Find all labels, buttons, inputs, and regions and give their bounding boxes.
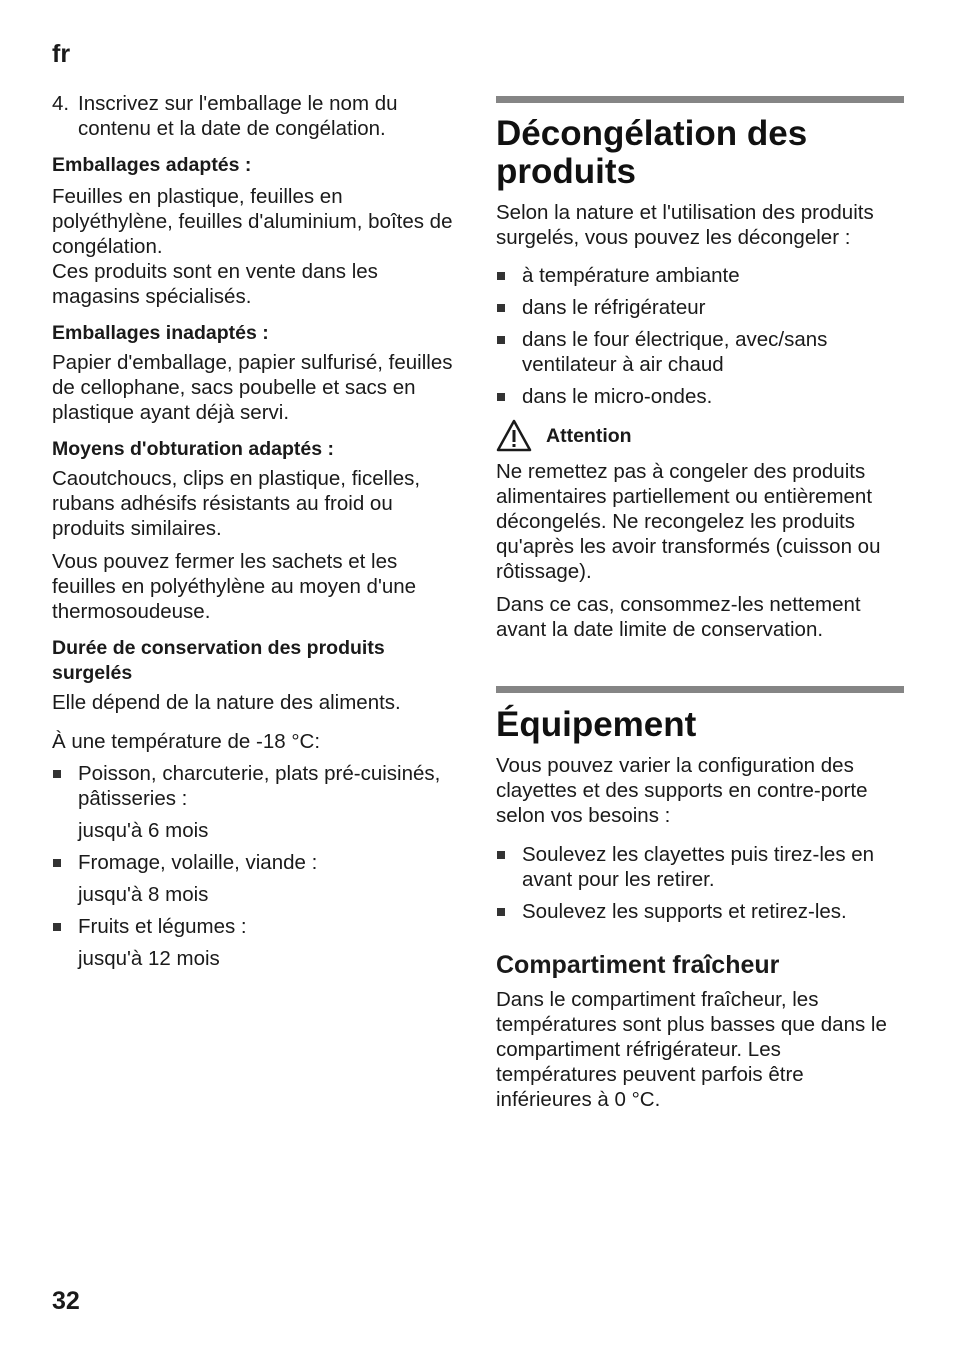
item-value: jusqu'à 12 mois — [78, 947, 220, 970]
page-number: 32 — [52, 1287, 80, 1315]
equipment-intro: Vous pouvez varier la configuration des clayettes et des supports en contre-porte selon vos besoins : — [496, 754, 868, 827]
list-item-text: Soulevez les supports et retirez-les. — [522, 900, 847, 923]
equipment-title: Équipement — [496, 705, 697, 744]
list-item — [496, 842, 904, 892]
bullet-square-icon — [53, 859, 61, 867]
item-label: Fromage, volaille, viande : — [78, 851, 318, 874]
packaging-bad-title: Emballages inadaptés : — [52, 322, 269, 344]
attention-text-2: Dans ce cas, consommez-les nettement avant la date limite de conservation. — [496, 593, 861, 641]
attention-heading — [496, 419, 904, 453]
packaging-ok-text: Feuilles en plastique, feuilles en polyéthylène, feuilles d'aluminium, boîtes de congélation. — [52, 185, 453, 258]
item-label: Fruits et légumes : — [78, 915, 247, 938]
packaging-ok-title: Emballages adaptés : — [52, 154, 252, 176]
list-item — [496, 263, 904, 288]
defrost-intro: Selon la nature et l'utilisation des produits surgelés, vous pouvez les décongeler : — [496, 201, 874, 249]
packaging-ok-text-2: Ces produits sont en vente dans les magasins spécialisés. — [52, 260, 378, 308]
bullet-square-icon — [53, 770, 61, 778]
list-item — [52, 850, 457, 875]
defrost-title: Décongélation des produits — [496, 114, 808, 191]
packaging-bad-text: Papier d'emballage, papier sulfurisé, feuilles de cellophane, sacs poubelle et sacs en plastique ayant déjà servi. — [52, 351, 453, 424]
list-item-text: Soulevez les clayettes puis tirez-les en avant pour les retirer. — [522, 843, 875, 891]
section-rule — [496, 686, 904, 693]
duration-text: Elle dépend de la nature des aliments. — [52, 691, 401, 714]
list-item — [52, 761, 457, 811]
step-text: Inscrivez sur l'emballage le nom du contenu et la date de congélation. — [78, 92, 398, 140]
language-tag: fr — [52, 40, 71, 68]
attention-text: Ne remettez pas à congeler des produits alimentaires partiellement ou entièrement décongelés. Ne recongelez les produits qu'après les avoir transformés (cuisson ou rôtissage). — [496, 460, 881, 583]
bullet-square-icon — [497, 851, 505, 859]
bullet-square-icon — [497, 272, 505, 280]
right-column — [496, 96, 904, 1112]
duration-title: Durée de conservation des produits surgelés — [52, 637, 385, 684]
bullet-square-icon — [497, 304, 505, 312]
item-label: Poisson, charcuterie, plats pré-cuisinés, pâtisseries : — [78, 762, 441, 810]
item-value: jusqu'à 8 mois — [78, 883, 209, 906]
step-number: 4. — [52, 92, 70, 115]
bullet-square-icon — [53, 923, 61, 931]
closing-title: Moyens d'obturation adaptés : — [52, 438, 334, 460]
fresh-compartment-text: Dans le compartiment fraîcheur, les températures sont plus basses que dans le compartiment réfrigérateur. Les températures peuvent parfois être inférieures à 0 °C. — [496, 988, 887, 1111]
list-item — [496, 384, 904, 409]
bullet-square-icon — [497, 336, 505, 344]
attention-label: Attention — [546, 424, 632, 447]
bullet-square-icon — [497, 393, 505, 401]
fresh-compartment-title: Compartiment fraîcheur — [496, 951, 780, 979]
section-rule — [496, 96, 904, 103]
list-item — [52, 914, 457, 939]
closing-text-2: Vous pouvez fermer les sachets et les feuilles en polyéthylène au moyen d'une thermosoudeuse. — [52, 550, 417, 623]
list-item-text: dans le four électrique, avec/sans ventilateur à air chaud — [522, 328, 828, 376]
bullet-square-icon — [497, 908, 505, 916]
list-item-text: dans le réfrigérateur — [522, 296, 706, 319]
list-item-text: dans le micro-ondes. — [522, 385, 713, 408]
closing-text: Caoutchoucs, clips en plastique, ficelles, rubans adhésifs résistants au froid ou produits similaires. — [52, 467, 421, 540]
list-item — [496, 295, 904, 320]
list-item-text: à température ambiante — [522, 264, 740, 287]
list-item — [496, 899, 904, 924]
list-item — [496, 327, 904, 377]
temperature-intro: À une température de -18 °C: — [52, 730, 321, 753]
left-column — [52, 91, 457, 971]
item-value: jusqu'à 6 mois — [78, 819, 209, 842]
warning-icon — [496, 419, 532, 453]
step-4 — [52, 91, 457, 141]
